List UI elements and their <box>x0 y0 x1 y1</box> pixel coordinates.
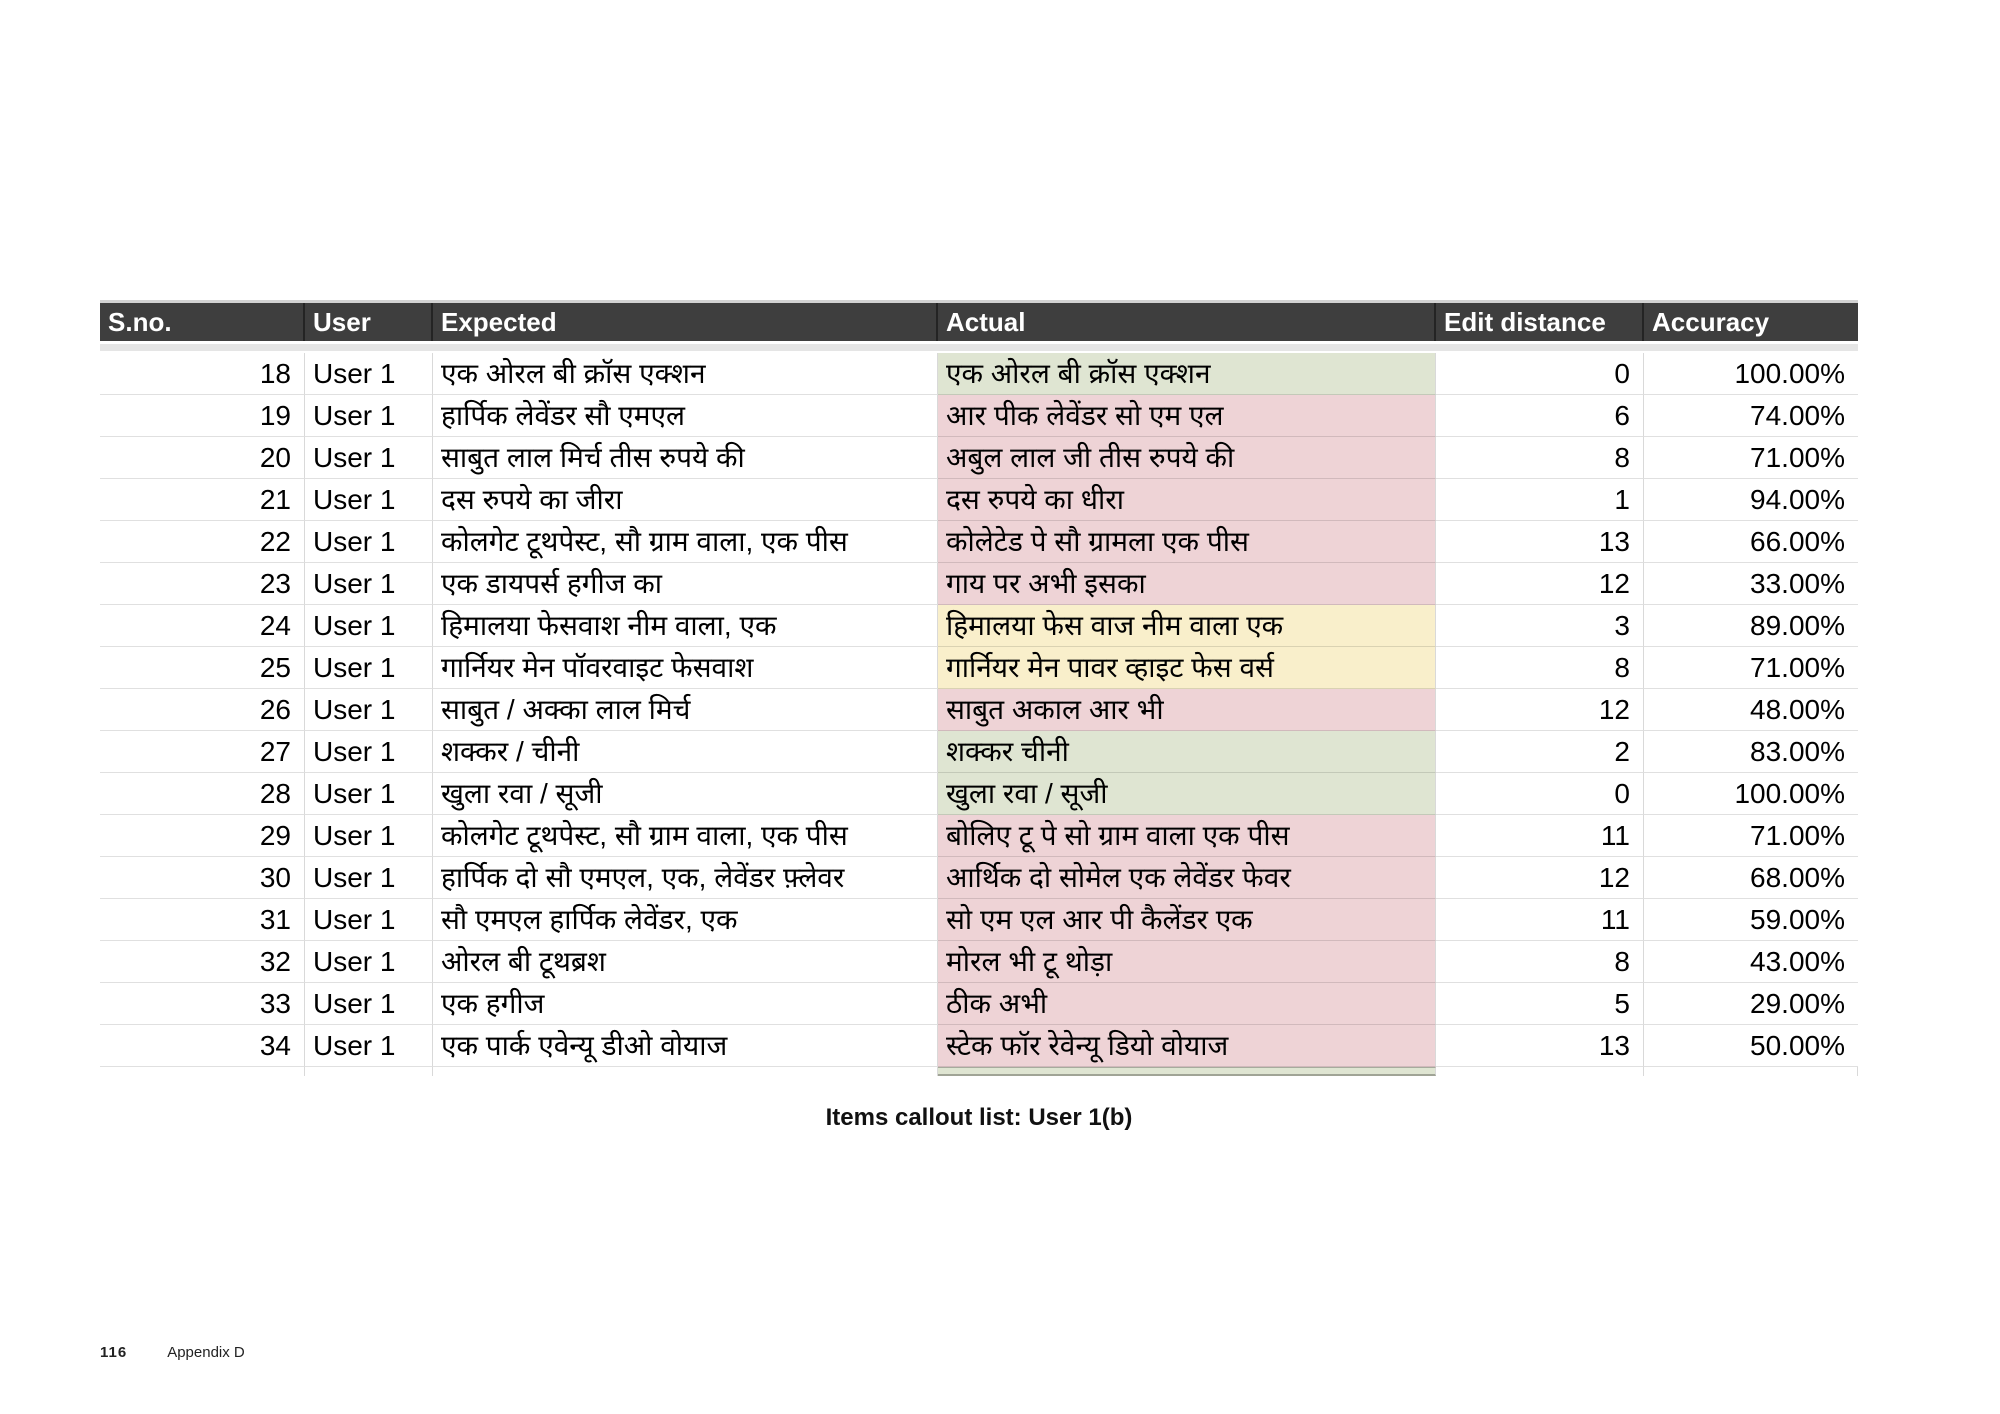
cell-expected: हार्पिक दो सौ एमएल, एक, लेवेंडर फ़्लेवर <box>433 857 938 899</box>
cell-actual: हिमालया फेस वाज नीम वाला एक <box>938 605 1436 647</box>
cell-edit-distance: 6 <box>1436 395 1644 437</box>
cell-expected: साबुत लाल मिर्च तीस रुपये की <box>433 437 938 479</box>
appendix-label: Appendix D <box>167 1344 245 1361</box>
header-sno: S.no. <box>100 303 305 341</box>
cell-accuracy: 50.00% <box>1644 1025 1858 1067</box>
cell-actual: दस रुपये का धीरा <box>938 479 1436 521</box>
table-row <box>100 479 1858 521</box>
cell-actual: बोलिए टू पे सो ग्राम वाला एक पीस <box>938 815 1436 857</box>
cell-sno: 24 <box>100 605 305 647</box>
cell-accuracy: 48.00% <box>1644 689 1858 731</box>
cell-actual: सो एम एल आर पी कैलेंडर एक <box>938 899 1436 941</box>
table-row <box>100 605 1858 647</box>
cell-edit-distance: 11 <box>1436 899 1644 941</box>
cell-user: User 1 <box>305 773 433 815</box>
page-number: 116 <box>100 1344 128 1361</box>
cell-user: User 1 <box>305 857 433 899</box>
cell-user: User 1 <box>305 941 433 983</box>
cell-user: User 1 <box>305 983 433 1025</box>
cell-accuracy: 68.00% <box>1644 857 1858 899</box>
cell-accuracy: 71.00% <box>1644 437 1858 479</box>
cell-user: User 1 <box>305 1025 433 1067</box>
cell-accuracy: 89.00% <box>1644 605 1858 647</box>
table-row <box>100 437 1858 479</box>
cell-edit-distance: 12 <box>1436 857 1644 899</box>
cell-edit-distance: 1 <box>1436 479 1644 521</box>
cell-edit-distance: 8 <box>1436 437 1644 479</box>
cell-sno: 21 <box>100 479 305 521</box>
cell-actual: एक ओरल बी क्रॉस एक्शन <box>938 353 1436 395</box>
header-edit-distance: Edit distance <box>1436 303 1644 341</box>
cell-accuracy: 71.00% <box>1644 815 1858 857</box>
cell-actual: आर पीक लेवेंडर सो एम एल <box>938 395 1436 437</box>
cell-edit-distance: 12 <box>1436 689 1644 731</box>
frozen-row-divider <box>100 341 1858 353</box>
table-row <box>100 815 1858 857</box>
cell-actual: ठीक अभी <box>938 983 1436 1025</box>
callout-table <box>100 300 1858 1076</box>
cell-edit-distance: 8 <box>1436 941 1644 983</box>
cell-actual: गाय पर अभी इसका <box>938 563 1436 605</box>
cell-edit-distance: 8 <box>1436 647 1644 689</box>
cell-actual: गार्नियर मेन पावर व्हाइट फेस वर्स <box>938 647 1436 689</box>
cell-expected: कोलगेट टूथपेस्ट, सौ ग्राम वाला, एक पीस <box>433 521 938 563</box>
cell-expected: साबुत / अक्का लाल मिर्च <box>433 689 938 731</box>
cell-edit-distance: 2 <box>1436 731 1644 773</box>
table-row <box>100 689 1858 731</box>
table-caption: Items callout list: User 1(b) <box>825 1104 1133 1131</box>
sliver-edit-distance <box>1436 1067 1644 1076</box>
cell-user: User 1 <box>305 647 433 689</box>
table-row <box>100 731 1858 773</box>
cell-actual: कोलेटेड पे सौ ग्रामला एक पीस <box>938 521 1436 563</box>
table-row <box>100 983 1858 1025</box>
cell-accuracy: 29.00% <box>1644 983 1858 1025</box>
cell-expected: एक डायपर्स हगीज का <box>433 563 938 605</box>
page-footer <box>100 1344 245 1361</box>
cell-sno: 30 <box>100 857 305 899</box>
cell-edit-distance: 0 <box>1436 353 1644 395</box>
cell-user: User 1 <box>305 395 433 437</box>
cell-user: User 1 <box>305 521 433 563</box>
table-row <box>100 941 1858 983</box>
cell-expected: कोलगेट टूथपेस्ट, सौ ग्राम वाला, एक पीस <box>433 815 938 857</box>
sliver-actual <box>938 1067 1436 1076</box>
table-row <box>100 857 1858 899</box>
cell-actual: स्टेक फॉर रेवेन्यू डियो वोयाज <box>938 1025 1436 1067</box>
table-row <box>100 647 1858 689</box>
cell-expected: गार्नियर मेन पॉवरवाइट फेसवाश <box>433 647 938 689</box>
table-row <box>100 395 1858 437</box>
cell-user: User 1 <box>305 353 433 395</box>
cell-sno: 33 <box>100 983 305 1025</box>
sliver-expected <box>433 1067 938 1076</box>
cell-sno: 27 <box>100 731 305 773</box>
cell-actual: साबुत अकाल आर भी <box>938 689 1436 731</box>
cell-sno: 26 <box>100 689 305 731</box>
table-row <box>100 353 1858 395</box>
cell-actual: शक्कर चीनी <box>938 731 1436 773</box>
sliver-accuracy <box>1644 1067 1858 1076</box>
cell-sno: 20 <box>100 437 305 479</box>
table-row <box>100 521 1858 563</box>
cell-expected: एक ओरल बी क्रॉस एक्शन <box>433 353 938 395</box>
table-row <box>100 773 1858 815</box>
cell-user: User 1 <box>305 731 433 773</box>
header-accuracy: Accuracy <box>1644 303 1858 341</box>
table-row <box>100 899 1858 941</box>
header-expected: Expected <box>433 303 938 341</box>
cell-actual: अबुल लाल जी तीस रुपये की <box>938 437 1436 479</box>
cell-accuracy: 83.00% <box>1644 731 1858 773</box>
sliver-sno <box>100 1067 305 1076</box>
table-bottom-sliver-row <box>100 1067 1858 1076</box>
cell-edit-distance: 13 <box>1436 521 1644 563</box>
sliver-user <box>305 1067 433 1076</box>
cell-expected: ओरल बी टूथब्रश <box>433 941 938 983</box>
cell-actual: खुला रवा / सूजी <box>938 773 1436 815</box>
cell-sno: 18 <box>100 353 305 395</box>
cell-sno: 23 <box>100 563 305 605</box>
cell-edit-distance: 12 <box>1436 563 1644 605</box>
cell-edit-distance: 5 <box>1436 983 1644 1025</box>
cell-expected: एक पार्क एवेन्यू डीओ वोयाज <box>433 1025 938 1067</box>
cell-sno: 22 <box>100 521 305 563</box>
cell-sno: 28 <box>100 773 305 815</box>
cell-expected: सौ एमएल हार्पिक लेवेंडर, एक <box>433 899 938 941</box>
cell-sno: 31 <box>100 899 305 941</box>
header-actual: Actual <box>938 303 1436 341</box>
table-body <box>100 353 1858 1067</box>
cell-accuracy: 71.00% <box>1644 647 1858 689</box>
cell-user: User 1 <box>305 815 433 857</box>
cell-sno: 32 <box>100 941 305 983</box>
cell-user: User 1 <box>305 899 433 941</box>
cell-accuracy: 100.00% <box>1644 773 1858 815</box>
header-user: User <box>305 303 433 341</box>
cell-sno: 19 <box>100 395 305 437</box>
cell-user: User 1 <box>305 605 433 647</box>
cell-user: User 1 <box>305 479 433 521</box>
cell-user: User 1 <box>305 437 433 479</box>
cell-actual: मोरल भी टू थोड़ा <box>938 941 1436 983</box>
cell-edit-distance: 0 <box>1436 773 1644 815</box>
cell-sno: 25 <box>100 647 305 689</box>
cell-accuracy: 59.00% <box>1644 899 1858 941</box>
cell-expected: खुला रवा / सूजी <box>433 773 938 815</box>
cell-edit-distance: 13 <box>1436 1025 1644 1067</box>
cell-expected: हार्पिक लेवेंडर सौ एमएल <box>433 395 938 437</box>
cell-accuracy: 100.00% <box>1644 353 1858 395</box>
cell-expected: हिमालया फेसवाश नीम वाला, एक <box>433 605 938 647</box>
table-row <box>100 1025 1858 1067</box>
cell-expected: एक हगीज <box>433 983 938 1025</box>
cell-edit-distance: 3 <box>1436 605 1644 647</box>
table-header-row <box>100 303 1858 341</box>
cell-accuracy: 74.00% <box>1644 395 1858 437</box>
cell-accuracy: 43.00% <box>1644 941 1858 983</box>
frozen-row-divider-bar <box>100 344 1858 351</box>
cell-actual: आर्थिक दो सोमेल एक लेवेंडर फेवर <box>938 857 1436 899</box>
cell-expected: दस रुपये का जीरा <box>433 479 938 521</box>
cell-accuracy: 66.00% <box>1644 521 1858 563</box>
cell-expected: शक्कर / चीनी <box>433 731 938 773</box>
cell-accuracy: 33.00% <box>1644 563 1858 605</box>
cell-accuracy: 94.00% <box>1644 479 1858 521</box>
cell-sno: 34 <box>100 1025 305 1067</box>
cell-edit-distance: 11 <box>1436 815 1644 857</box>
cell-user: User 1 <box>305 563 433 605</box>
table-row <box>100 563 1858 605</box>
cell-sno: 29 <box>100 815 305 857</box>
cell-user: User 1 <box>305 689 433 731</box>
